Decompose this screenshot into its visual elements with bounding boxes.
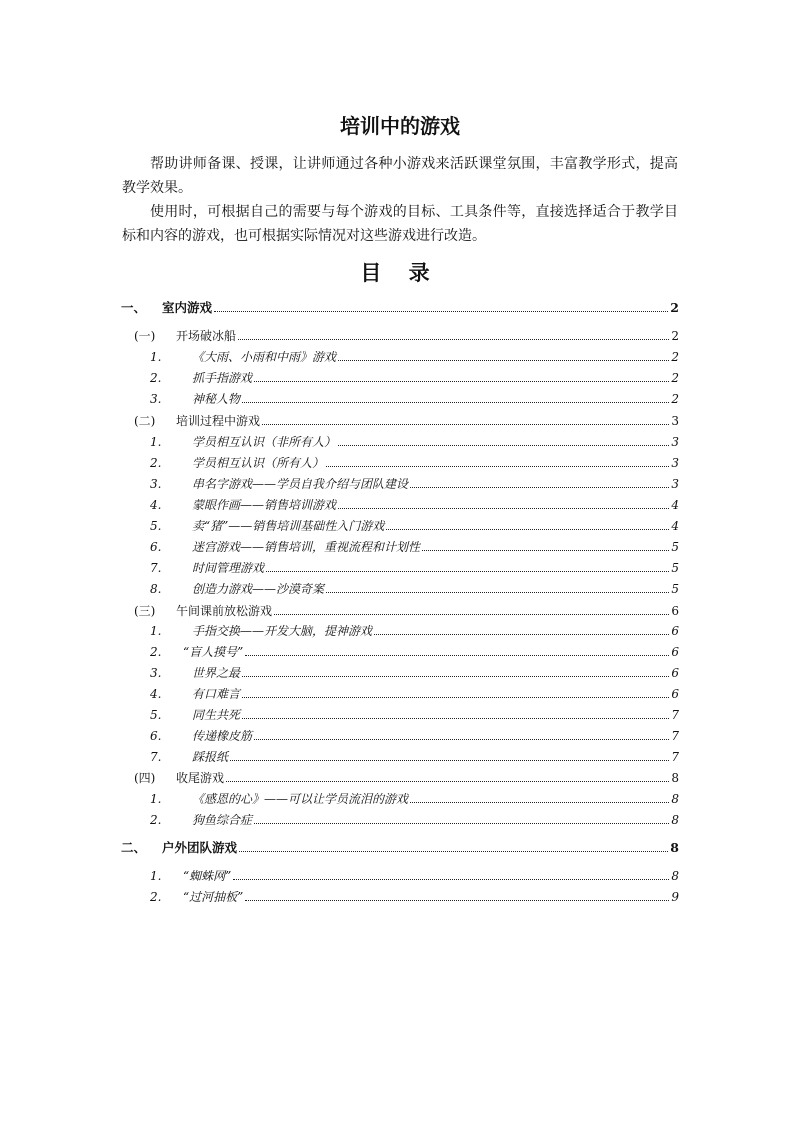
toc-entry[interactable]: [0, 838, 800, 858]
toc-entry-body: [192, 789, 679, 809]
toc-entry-label: 传递橡皮筋: [192, 729, 253, 743]
toc-entry-number: (一): [134, 329, 156, 343]
toc-dot-leader: [422, 549, 669, 551]
toc-entry-number: 2.: [150, 890, 162, 904]
toc-entry[interactable]: [0, 432, 800, 452]
toc-dot-leader: [242, 717, 669, 719]
toc-dot-leader: [254, 380, 669, 382]
toc-entry-page: 6: [671, 624, 679, 638]
toc-entry[interactable]: [0, 389, 800, 409]
toc-dot-leader: [233, 878, 669, 880]
toc-entry-label: 蒙眼作画——销售培训游戏: [192, 498, 337, 512]
toc-entry-number: 3.: [150, 666, 162, 680]
toc-entry-number: 1.: [150, 435, 162, 449]
toc-entry-body: [183, 866, 679, 886]
toc-dot-leader: [386, 528, 669, 530]
toc-dot-leader: [254, 822, 669, 824]
toc-entry-body: [183, 642, 679, 662]
toc-dot-leader: [214, 310, 668, 312]
toc-entry-page: 2: [671, 371, 679, 385]
toc-entry-page: 2: [671, 392, 679, 406]
toc-entry-page: 4: [671, 519, 679, 533]
toc-dot-leader: [374, 633, 669, 635]
toc-entry[interactable]: [0, 684, 800, 704]
toc-entry-body: [192, 726, 679, 746]
toc-entry-body: [192, 474, 679, 494]
toc-entry-body: [192, 579, 679, 599]
toc-entry-page: 8: [671, 792, 679, 806]
toc-dot-leader: [338, 444, 669, 446]
toc-entry-label: 学员相互认识（非所有人）: [192, 435, 337, 449]
toc-entry-label: 狗鱼综合症: [192, 813, 253, 827]
intro-paragraph-1: 帮助讲师备课、授课，让讲师通过各种小游戏来活跃课堂氛围，丰富教学形式，提高教学效果。: [122, 156, 678, 196]
toc-entry-label: 踩报纸: [192, 750, 229, 764]
toc-entry-number: 一、: [121, 300, 147, 315]
toc-entry[interactable]: [0, 368, 800, 388]
toc-entry-label: “蜘蛛网”: [183, 869, 232, 883]
toc-entry-body: [192, 368, 679, 388]
toc-entry-body: [192, 537, 679, 557]
toc-entry[interactable]: [0, 726, 800, 746]
toc-entry-page: 2: [671, 350, 679, 364]
toc-entry-label: 创造力游戏——沙漠奇案: [192, 582, 325, 596]
toc-entry-page: 5: [671, 582, 679, 596]
toc-entry-number: 1.: [150, 350, 162, 364]
toc-entry-page: 7: [671, 729, 679, 743]
toc-entry-body: [192, 432, 679, 452]
toc-dot-leader: [338, 359, 669, 361]
toc-entry-page: 9: [671, 890, 679, 904]
toc-entry-number: 7.: [150, 750, 162, 764]
toc-entry-number: 2.: [150, 645, 162, 659]
toc-entry[interactable]: [0, 768, 800, 788]
toc-entry-number: 3.: [150, 477, 162, 491]
toc-entry-body: [183, 887, 679, 907]
toc-entry-body: [192, 621, 679, 641]
toc-entry-number: (二): [134, 414, 156, 428]
toc-entry[interactable]: [0, 705, 800, 725]
toc-entry-page: 2: [670, 300, 679, 315]
toc-entry-label: 迷宫游戏——销售培训，重视流程和计划性: [192, 540, 421, 554]
toc-entry[interactable]: [0, 537, 800, 557]
toc-heading: 目 录: [360, 261, 440, 285]
toc-entry-number: 5.: [150, 519, 162, 533]
toc-entry-label: “过河抽板”: [183, 890, 244, 904]
toc-entry-body: [192, 453, 679, 473]
toc-entry-body: [192, 705, 679, 725]
toc-entry-page: 4: [671, 498, 679, 512]
toc-entry-page: 6: [671, 645, 679, 659]
toc-entry-body: [162, 838, 679, 858]
toc-entry-page: 3: [671, 414, 679, 428]
toc-entry[interactable]: [0, 298, 800, 318]
toc-entry-body: [192, 663, 679, 683]
toc-entry[interactable]: [0, 326, 800, 346]
toc-dot-leader: [245, 899, 669, 901]
toc-dot-leader: [230, 759, 669, 761]
toc-entry-number: 7.: [150, 561, 162, 575]
toc-entry[interactable]: [0, 810, 800, 830]
toc-entry-label: 时间管理游戏: [192, 561, 265, 575]
toc-entry-page: 5: [671, 561, 679, 575]
toc-entry-page: 3: [671, 456, 679, 470]
toc-entry-page: 6: [671, 604, 679, 618]
toc-dot-leader: [262, 423, 669, 425]
toc-entry-label: 午间课前放松游戏: [176, 604, 273, 618]
toc-entry-label: 《大雨、小雨和中雨》游戏: [192, 350, 337, 364]
toc-entry-page: 7: [671, 708, 679, 722]
toc-entry-body: [176, 601, 679, 621]
toc-entry[interactable]: [0, 887, 800, 907]
toc-dot-leader: [238, 338, 669, 340]
toc-dot-leader: [239, 850, 668, 852]
toc-entry-label: 神秘人物: [192, 392, 241, 406]
toc-entry[interactable]: [0, 474, 800, 494]
toc-entry[interactable]: [0, 516, 800, 536]
toc-dot-leader: [410, 801, 669, 803]
toc-entry[interactable]: [0, 453, 800, 473]
toc-entry-number: 4.: [150, 498, 162, 512]
toc-dot-leader: [242, 675, 669, 677]
toc-dot-leader: [326, 465, 669, 467]
toc-entry[interactable]: [0, 866, 800, 886]
toc-entry-label: 收尾游戏: [176, 771, 225, 785]
toc-entry-number: 5.: [150, 708, 162, 722]
toc-dot-leader: [254, 738, 669, 740]
toc-entry[interactable]: [0, 601, 800, 621]
toc-entry-number: 3.: [150, 392, 162, 406]
toc-dot-leader: [274, 613, 669, 615]
toc-entry-number: 8.: [150, 582, 162, 596]
toc-entry-number: 2.: [150, 371, 162, 385]
toc-entry-body: [192, 495, 679, 515]
toc-entry-body: [176, 411, 679, 431]
toc-entry-page: 7: [671, 750, 679, 764]
toc-dot-leader: [226, 780, 669, 782]
toc-entry-page: 8: [671, 771, 679, 785]
toc-entry-label: 有口难言: [192, 687, 241, 701]
toc-entry-label: 室内游戏: [162, 300, 213, 315]
toc-entry[interactable]: [0, 789, 800, 809]
toc-entry-number: (四): [134, 771, 156, 785]
toc-entry-number: 1.: [150, 792, 162, 806]
toc-dot-leader: [245, 654, 669, 656]
toc-entry-label: 抓手指游戏: [192, 371, 253, 385]
toc-dot-leader: [338, 507, 669, 509]
toc-entry[interactable]: [0, 747, 800, 767]
toc-entry[interactable]: [0, 558, 800, 578]
toc-entry-page: 8: [671, 869, 679, 883]
toc-entry-page: 2: [671, 329, 679, 343]
document-title: 培训中的游戏: [340, 114, 460, 138]
toc-entry-number: (三): [134, 604, 156, 618]
toc-dot-leader: [326, 591, 669, 593]
toc-entry-number: 6.: [150, 729, 162, 743]
toc-entry-number: 1.: [150, 869, 162, 883]
toc-dot-leader: [242, 696, 669, 698]
toc-entry-body: [192, 747, 679, 767]
toc-entry-label: 户外团队游戏: [162, 840, 238, 855]
toc-entry-label: 卖“猪”——销售培训基础性入门游戏: [192, 519, 385, 533]
toc-entry-body: [192, 684, 679, 704]
toc-entry-label: 世界之最: [192, 666, 241, 680]
toc-entry[interactable]: [0, 411, 800, 431]
toc-entry-body: [162, 298, 679, 318]
toc-entry[interactable]: [0, 579, 800, 599]
toc-entry-label: 学员相互认识（所有人）: [192, 456, 325, 470]
toc-entry-body: [176, 326, 679, 346]
toc-entry-page: 8: [670, 840, 679, 855]
toc-entry-page: 3: [671, 477, 679, 491]
toc-entry-number: 1.: [150, 624, 162, 638]
toc-entry-label: 同生共死: [192, 708, 241, 722]
toc-entry[interactable]: [0, 642, 800, 662]
toc-entry-number: 4.: [150, 687, 162, 701]
toc-entry-body: [192, 558, 679, 578]
toc-dot-leader: [410, 486, 669, 488]
toc-entry-label: 手指交换——开发大脑，提神游戏: [192, 624, 373, 638]
toc-entry-label: 《感恩的心》——可以让学员流泪的游戏: [192, 792, 409, 806]
toc-entry-page: 3: [671, 435, 679, 449]
toc-entry-number: 2.: [150, 456, 162, 470]
toc-entry-label: 串名字游戏——学员自我介绍与团队建设: [192, 477, 409, 491]
toc-entry-number: 6.: [150, 540, 162, 554]
toc-entry[interactable]: [0, 347, 800, 367]
toc-entry-body: [192, 516, 679, 536]
toc-dot-leader: [242, 401, 669, 403]
intro-paragraph-2: 使用时，可根据自己的需要与每个游戏的目标、工具条件等，直接选择适合于教学目标和内容的游戏，也可根据实际情况对这些游戏进行改造。: [122, 204, 678, 244]
toc-entry[interactable]: [0, 621, 800, 641]
toc-entry-page: 5: [671, 540, 679, 554]
toc-entry-page: 6: [671, 687, 679, 701]
toc-entry-number: 2.: [150, 813, 162, 827]
toc-entry-body: [192, 347, 679, 367]
toc-entry-label: 开场破冰船: [176, 329, 237, 343]
toc-entry-body: [192, 389, 679, 409]
toc-entry-label: “盲人摸号”: [183, 645, 244, 659]
toc-entry[interactable]: [0, 495, 800, 515]
toc-entry-page: 8: [671, 813, 679, 827]
toc-entry-page: 6: [671, 666, 679, 680]
toc-entry-body: [176, 768, 679, 788]
toc-entry-body: [192, 810, 679, 830]
toc-entry-label: 培训过程中游戏: [176, 414, 261, 428]
toc-dot-leader: [266, 570, 669, 572]
toc-entry[interactable]: [0, 663, 800, 683]
toc-entry-number: 二、: [121, 840, 147, 855]
